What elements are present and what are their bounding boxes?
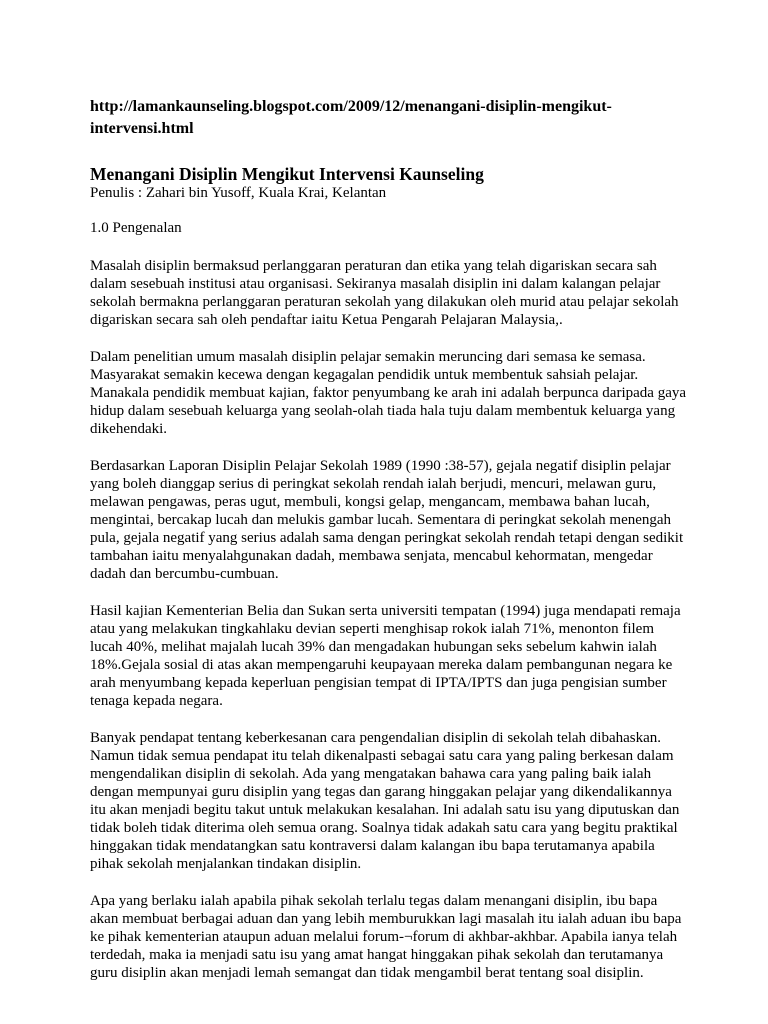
source-url: http://lamankaunseling.blogspot.com/2009/12/menangani-disiplin-mengikut-intervensi.html bbox=[90, 98, 612, 137]
paragraph: Apa yang berlaku ialah apabila pihak sekolah terlalu tegas dalam menangani disiplin, ibu bapa akan membuat berbagai aduan dan yang lebih memburukkan lagi masalah itu ialah aduan ibu bapa ke pihak kementerian ataupun aduan melalui forum-¬forum di akhbar-akhbar. Apabila ianya telah terdedah, maka ia menjadi satu isu yang amat hangat hinggakan pihak sekolah dan terutamanya guru disiplin akan menjadi lemah semangat dan tidak mengambil berat tentang soal disiplin. bbox=[90, 893, 682, 981]
paragraph: Hasil kajian Kementerian Belia dan Sukan serta universiti tempatan (1994) juga mendapati remaja atau yang melakukan tingkahlaku devian seperti menghisap rokok ialah 71%, menonton filem lucah 40%, melihat majalah lucah 39% dan mengadakan hubungan seks sebelum kahwin ialah 18%.Gejala sosial di atas akan mempengaruhi keupayaan mereka dalam pembangunan negara ke arah menyumbang kepada keperluan pengisian tempat di IPTA/IPTS dan juga pengisian sumber tenaga kepada negara. bbox=[90, 603, 681, 709]
paragraph: Dalam penelitian umum masalah disiplin pelajar semakin meruncing dari semasa ke semasa. Masyarakat semakin kecewa dengan kegagalan pendidik untuk membentuk sahsiah pelajar. Manakala pendidik membuat kajian, faktor penyumbang ke arah ini adalah berpunca daripada gaya hidup dalam sesebuah keluarga yang seolah-olah tiada hala tuju dalam membentuk keluarga yang dikehendaki. bbox=[90, 349, 687, 437]
section-heading: 1.0 Pengenalan bbox=[90, 220, 182, 236]
paragraph: Masalah disiplin bermaksud perlanggaran peraturan dan etika yang telah digariskan secara sah dalam sesebuah institusi atau organisasi. Sekiranya masalah disiplin ini dalam kalangan pelajar sekolah bermakna perlanggaran peraturan sekolah yang dilakukan oleh murid atau pelajar sekolah digariskan secara sah oleh pendaftar iaitu Ketua Pengarah Pelajaran Malaysia,. bbox=[90, 258, 679, 328]
paragraph: Banyak pendapat tentang keberkesanan cara pengendalian disiplin di sekolah telah dibahaskan. Namun tidak semua pendapat itu telah dikenalpasti sebagai satu cara yang paling berkesan dalam mengendalikan disiplin di sekolah. Ada yang mengatakan bahawa cara yang paling baik ialah dengan mempunyai guru disiplin yang tegas dan garang hinggakan pelajar yang dikendalikannya itu akan menjadi begitu takut untuk melakukan kesalahan. Ini adalah satu isu yang diputuskan dan tidak boleh tidak diterima oleh semua orang. Soalnya tidak adakah satu cara yang begitu praktikal hinggakan tidak mendatangkan satu kontraversi dalam kalangan ibu bapa terutamanya apabila pihak sekolah menjalankan tindakan disiplin. bbox=[90, 730, 680, 872]
article-title: Menangani Disiplin Mengikut Intervensi Kaunseling bbox=[90, 164, 484, 184]
paragraph: Berdasarkan Laporan Disiplin Pelajar Sekolah 1989 (1990 :38-57), gejala negatif disiplin pelajar yang boleh dianggap serius di peringkat sekolah rendah ialah berjudi, mencuri, melawan guru, melawan pengawas, peras ugut, membuli, kongsi gelap, mengancam, membawa bahan lucah, mengintai, bercakap lucah dan melukis gambar lucah. Sementara di peringkat sekolah menengah pula, gejala negatif yang serius adalah sama dengan peringkat sekolah rendah tetapi dengan sedikit tambahan iaitu menyalahgunakan dadah, membawa senjata, mencabul kehormatan, mengedar dadah dan bercumbu-cumbuan. bbox=[90, 458, 684, 582]
author-byline: Penulis : Zahari bin Yusoff, Kuala Krai, Kelantan bbox=[90, 185, 387, 201]
